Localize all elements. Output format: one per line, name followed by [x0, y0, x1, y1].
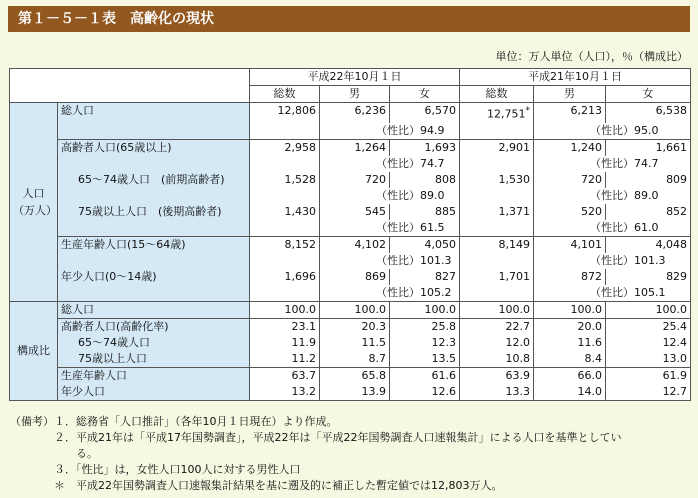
header-male: 男	[534, 86, 606, 103]
footnote-mark: *	[525, 106, 531, 116]
cell-value: 12.3	[390, 335, 460, 351]
row-label: 高齢者人口(高齢化率)	[58, 318, 250, 335]
unit-note: 単位：万人単位（人口），％（構成比）	[495, 50, 688, 63]
sex-ratio: （性比）89.0	[320, 188, 390, 204]
row-label: 年少人口(0～14歳)	[58, 269, 250, 302]
cell-value: 14.0	[534, 384, 606, 401]
cell-value: 100.0	[534, 301, 606, 318]
cell-empty	[460, 285, 534, 302]
cell-value: 13.3	[460, 384, 534, 401]
cell-value: 22.7	[460, 318, 534, 335]
cell-value: 4,048	[606, 236, 691, 253]
cell-empty	[250, 156, 320, 172]
row-label: 65～74歳人口	[58, 335, 250, 351]
header-total: 総数	[460, 86, 534, 103]
header-total: 総数	[250, 86, 320, 103]
header-female: 女	[606, 86, 691, 103]
sex-ratio: （性比）61.0	[534, 220, 606, 237]
value-text: 1,530	[498, 172, 531, 186]
group-composition-label: 構成比	[10, 301, 58, 400]
cell-empty	[250, 285, 320, 302]
cell-value: 808	[390, 172, 460, 188]
cell-value: 65.8	[320, 367, 390, 384]
cell-value: 829	[606, 269, 691, 285]
value-text: 1,701	[498, 269, 531, 283]
sex-ratio: （性比）74.7	[534, 156, 606, 172]
value-text: 8,149	[498, 237, 531, 251]
cell-value: 61.6	[390, 367, 460, 384]
note-line: る。	[10, 447, 98, 460]
header-male: 男	[320, 86, 390, 103]
cell-value: 6,236	[320, 103, 390, 123]
cell-value: 720	[320, 172, 390, 188]
corner-cell	[10, 69, 250, 103]
sex-ratio: （性比）101.3	[534, 253, 606, 269]
cell-value: 4,101	[534, 236, 606, 253]
cell-value: 1,661	[606, 139, 691, 156]
cell-value: 100.0	[606, 301, 691, 318]
cell-value: 6,538	[606, 103, 691, 123]
cell-value: 100.0	[390, 301, 460, 318]
row-label: 総人口	[58, 301, 250, 318]
cell-value: 1,240	[534, 139, 606, 156]
note-line: ３．「性比」は，女性人口100人に対する男性人口	[10, 463, 301, 476]
cell-value: 827	[390, 269, 460, 285]
cell-value: 12.0	[460, 335, 534, 351]
group-population-label: 人口 （万人）	[10, 103, 58, 302]
cell-value: 545	[320, 204, 390, 220]
cell-value: 520	[534, 204, 606, 220]
cell-value: 25.4	[606, 318, 691, 335]
header-female: 女	[390, 86, 460, 103]
cell-value: 8.7	[320, 351, 390, 368]
cell-value	[460, 269, 534, 285]
note-line: （備考）１．総務省「人口推計」（各年10月１日現在）より作成。	[10, 415, 338, 428]
cell-value: 11.6	[534, 335, 606, 351]
cell-value: 100.0	[320, 301, 390, 318]
row-label: 生産年齢人口(15～64歳)	[58, 236, 250, 269]
cell-value: 2,958	[250, 139, 320, 156]
cell-empty	[250, 253, 320, 269]
cell-value: 100.0	[460, 301, 534, 318]
cell-empty	[250, 188, 320, 204]
cell-value: 4,050	[390, 236, 460, 253]
cell-value: 1,430	[250, 204, 320, 220]
table-title: 第１－５－１表 高齢化の現状	[8, 6, 690, 32]
cell-value: 13.9	[320, 384, 390, 401]
cell-value: 4,102	[320, 236, 390, 253]
cell-value	[460, 103, 534, 123]
cell-value: 8,152	[250, 236, 320, 253]
cell-value: 6,213	[534, 103, 606, 123]
cell-value: 885	[390, 204, 460, 220]
cell-value: 20.3	[320, 318, 390, 335]
header-2009: 平成21年10月１日	[460, 69, 691, 86]
cell-empty	[460, 123, 534, 140]
cell-value: 8.4	[534, 351, 606, 368]
row-label: 65～74歳人口 (前期高齢者)	[58, 172, 250, 204]
sex-ratio: （性比）89.0	[534, 188, 606, 204]
aging-status-table	[9, 68, 691, 401]
cell-empty	[460, 220, 534, 237]
cell-value: 13.5	[390, 351, 460, 368]
cell-value: 720	[534, 172, 606, 188]
cell-empty	[250, 123, 320, 140]
cell-value: 1,264	[320, 139, 390, 156]
cell-value: 6,570	[390, 103, 460, 123]
cell-value: 66.0	[534, 367, 606, 384]
cell-value: 1,528	[250, 172, 320, 188]
note-line: ＊ 平成22年国勢調査人口速報集計結果を基に遡及的に補正した暫定値では12,803万人。	[10, 479, 503, 492]
value-text: 1,371	[498, 204, 531, 218]
cell-value: 809	[606, 172, 691, 188]
cell-value: 869	[320, 269, 390, 285]
note-line: ２．平成21年は「平成17年国勢調査」，平成22年は「平成22年国勢調査人口速報集計」による人口を基準としてい	[10, 431, 622, 444]
cell-value: 100.0	[250, 301, 320, 318]
notes	[10, 414, 621, 494]
cell-empty	[250, 220, 320, 237]
cell-value: 13.2	[250, 384, 320, 401]
row-label: 生産年齢人口	[58, 367, 250, 384]
cell-value: 1,696	[250, 269, 320, 285]
cell-value: 13.0	[606, 351, 691, 368]
sex-ratio: （性比）94.9	[320, 123, 390, 140]
value-text: 2,901	[498, 140, 531, 154]
cell-value: 11.9	[250, 335, 320, 351]
cell-empty	[460, 188, 534, 204]
cell-empty	[460, 253, 534, 269]
row-label: 総人口	[58, 103, 250, 140]
cell-value: 63.7	[250, 367, 320, 384]
cell-value: 1,693	[390, 139, 460, 156]
row-label: 高齢者人口(65歳以上)	[58, 139, 250, 172]
value-text: 12,751	[487, 107, 526, 121]
cell-value: 12.6	[390, 384, 460, 401]
cell-value: 63.9	[460, 367, 534, 384]
cell-value: 12.7	[606, 384, 691, 401]
sex-ratio: （性比）95.0	[534, 123, 606, 140]
cell-value	[460, 204, 534, 220]
cell-value	[460, 139, 534, 156]
cell-value: 61.9	[606, 367, 691, 384]
cell-value: 12,806	[250, 103, 320, 123]
cell-value: 20.0	[534, 318, 606, 335]
sex-ratio: （性比）74.7	[320, 156, 390, 172]
cell-value: 872	[534, 269, 606, 285]
cell-value	[460, 236, 534, 253]
cell-value: 25.8	[390, 318, 460, 335]
sex-ratio: （性比）105.1	[534, 285, 606, 302]
cell-value	[460, 172, 534, 188]
row-label: 75歳以上人口 (後期高齢者)	[58, 204, 250, 237]
sex-ratio: （性比）101.3	[320, 253, 390, 269]
sex-ratio: （性比）61.5	[320, 220, 390, 237]
cell-value: 12.4	[606, 335, 691, 351]
cell-value: 11.2	[250, 351, 320, 368]
row-label: 75歳以上人口	[58, 351, 250, 368]
header-2010: 平成22年10月１日	[250, 69, 460, 86]
cell-value: 10.8	[460, 351, 534, 368]
cell-value: 23.1	[250, 318, 320, 335]
row-label: 年少人口	[58, 384, 250, 401]
cell-value: 11.5	[320, 335, 390, 351]
cell-empty	[460, 156, 534, 172]
sex-ratio: （性比）105.2	[320, 285, 390, 302]
cell-value: 852	[606, 204, 691, 220]
